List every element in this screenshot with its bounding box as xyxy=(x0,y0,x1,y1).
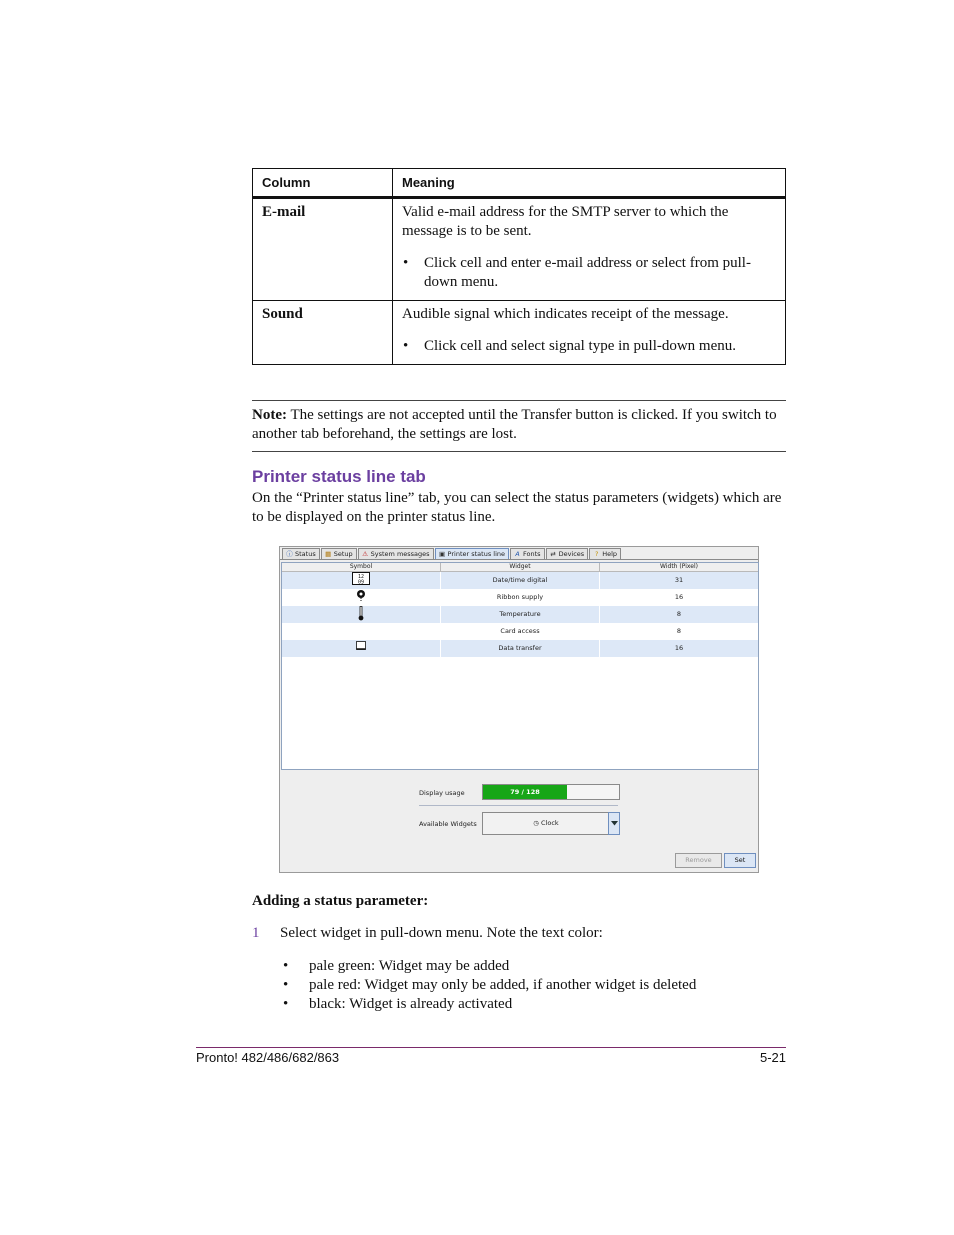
list-item: • pale red: Widget may only be added, if another widget is deleted xyxy=(283,976,696,995)
width-cell: 8 xyxy=(676,610,682,618)
adding-heading: Adding a status parameter: xyxy=(252,893,429,909)
table-cell-meaning xyxy=(393,198,786,301)
set-button[interactable]: Set xyxy=(724,853,756,868)
tab-fonts[interactable] xyxy=(510,548,545,559)
table-row[interactable] xyxy=(282,623,758,640)
widget-cell: Date/time digital xyxy=(441,572,600,589)
column-meaning-table xyxy=(252,168,786,365)
list-item: • black: Widget is already activated xyxy=(283,995,696,1014)
tab-printer-status-line[interactable] xyxy=(435,548,509,559)
available-widgets-select[interactable] xyxy=(482,812,610,835)
svg-text:09: 09 xyxy=(357,579,365,585)
step-number: 1 xyxy=(252,925,260,941)
widget-cell: Temperature xyxy=(441,606,600,623)
tab-label: Printer status line xyxy=(447,550,506,558)
width-cell: 16 xyxy=(674,593,684,601)
tab-label: Devices xyxy=(558,550,585,558)
help-icon: ? xyxy=(594,549,599,558)
display-usage-label: Display usage xyxy=(419,789,465,797)
meaning-text: Valid e-mail address for the SMTP server to which the message is to be sent. xyxy=(402,204,729,239)
tab-system-messages[interactable] xyxy=(358,548,434,559)
table-row[interactable] xyxy=(282,589,758,606)
section-paragraph: On the “Printer status line” tab, you can select the status parameters (widgets) which are to be displayed on the printer status line. xyxy=(252,490,782,525)
printer-status-line-window xyxy=(279,546,759,873)
section-heading: Printer status line tab xyxy=(252,467,426,486)
width-cell: 16 xyxy=(674,644,684,652)
tab-setup[interactable] xyxy=(321,548,357,559)
tab-label: Help xyxy=(602,550,618,558)
dropdown-arrow-button[interactable] xyxy=(608,812,620,835)
tab-devices[interactable] xyxy=(546,548,589,559)
widget-table-header xyxy=(282,563,758,572)
widget-cell: Ribbon supply xyxy=(441,589,600,606)
status-line-icon: ▣ xyxy=(438,549,446,558)
table-header-meaning: Meaning xyxy=(393,169,786,198)
devices-icon: ⇄ xyxy=(550,549,556,558)
meaning-bullet: • Click cell and select signal type in pull-down menu. xyxy=(402,337,776,356)
table-cell-column: E-mail xyxy=(253,198,393,301)
table-row[interactable] xyxy=(282,640,758,657)
table-row xyxy=(253,301,786,365)
list-item: • pale green: Widget may be added xyxy=(283,957,696,976)
footer-page-number: 5-21 xyxy=(759,1050,786,1065)
note-text: The settings are not accepted until the Transfer button is clicked. If you switch to another tab beforehand, the settings are lost. xyxy=(252,407,777,442)
clock-icon: ◷ xyxy=(533,819,539,827)
table-row[interactable] xyxy=(282,572,758,589)
table-row xyxy=(253,198,786,301)
table-cell-column: Sound xyxy=(253,301,393,365)
symbol-cell xyxy=(282,589,441,606)
header-symbol[interactable]: Symbol xyxy=(282,563,441,571)
tab-label: Status xyxy=(295,550,316,558)
table-cell-meaning xyxy=(393,301,786,365)
footer-product: Pronto! 482/486/682/863 xyxy=(196,1050,340,1065)
symbol-cell xyxy=(282,623,441,640)
info-icon: ⓘ xyxy=(286,549,293,558)
display-usage-value: 79 / 128 xyxy=(510,788,540,796)
svg-text:12: 12 xyxy=(357,574,365,580)
remove-button[interactable]: Remove xyxy=(675,853,722,868)
tab-label: Fonts xyxy=(523,550,541,558)
color-bullet-list xyxy=(283,957,696,1014)
step-text: Select widget in pull-down menu. Note the text color: xyxy=(280,925,603,941)
font-icon: A xyxy=(515,549,520,558)
divider xyxy=(419,805,618,806)
available-widgets-label: Available Widgets xyxy=(419,820,477,828)
meaning-text: Audible signal which indicates receipt of the message. xyxy=(402,306,729,322)
widget-table xyxy=(281,562,759,770)
header-width[interactable]: Width (Pixel) xyxy=(660,563,698,570)
header-widget[interactable]: Widget xyxy=(441,563,600,571)
tab-help[interactable] xyxy=(589,548,621,559)
tab-status[interactable] xyxy=(282,548,320,559)
chevron-down-icon xyxy=(611,821,618,826)
widget-cell: Data transfer xyxy=(441,640,600,657)
tab-label: System messages xyxy=(370,550,430,558)
note-box xyxy=(252,400,786,452)
tab-label: Setup xyxy=(333,550,353,558)
tab-divider xyxy=(280,559,758,560)
meaning-bullet: • Click cell and enter e-mail address or select from pull-down menu. xyxy=(402,254,776,292)
table-header-column: Column xyxy=(253,169,393,198)
table-row[interactable] xyxy=(282,606,758,623)
width-cell: 31 xyxy=(674,576,684,584)
data-transfer-icon xyxy=(356,640,366,657)
warning-icon: ⚠ xyxy=(362,549,369,558)
widget-cell: Card access xyxy=(441,623,600,640)
selected-widget: Clock xyxy=(541,819,559,827)
symbol-cell xyxy=(282,640,441,657)
symbol-cell xyxy=(282,572,441,589)
width-cell: 8 xyxy=(676,627,682,635)
note-label: Note: xyxy=(252,407,287,423)
setup-icon: ▦ xyxy=(325,549,332,558)
tab-bar xyxy=(282,548,621,559)
display-usage-bar xyxy=(482,784,620,800)
symbol-cell xyxy=(282,606,441,623)
footer-rule xyxy=(196,1047,786,1048)
available-widgets-value xyxy=(483,813,609,834)
step-item xyxy=(252,925,603,942)
